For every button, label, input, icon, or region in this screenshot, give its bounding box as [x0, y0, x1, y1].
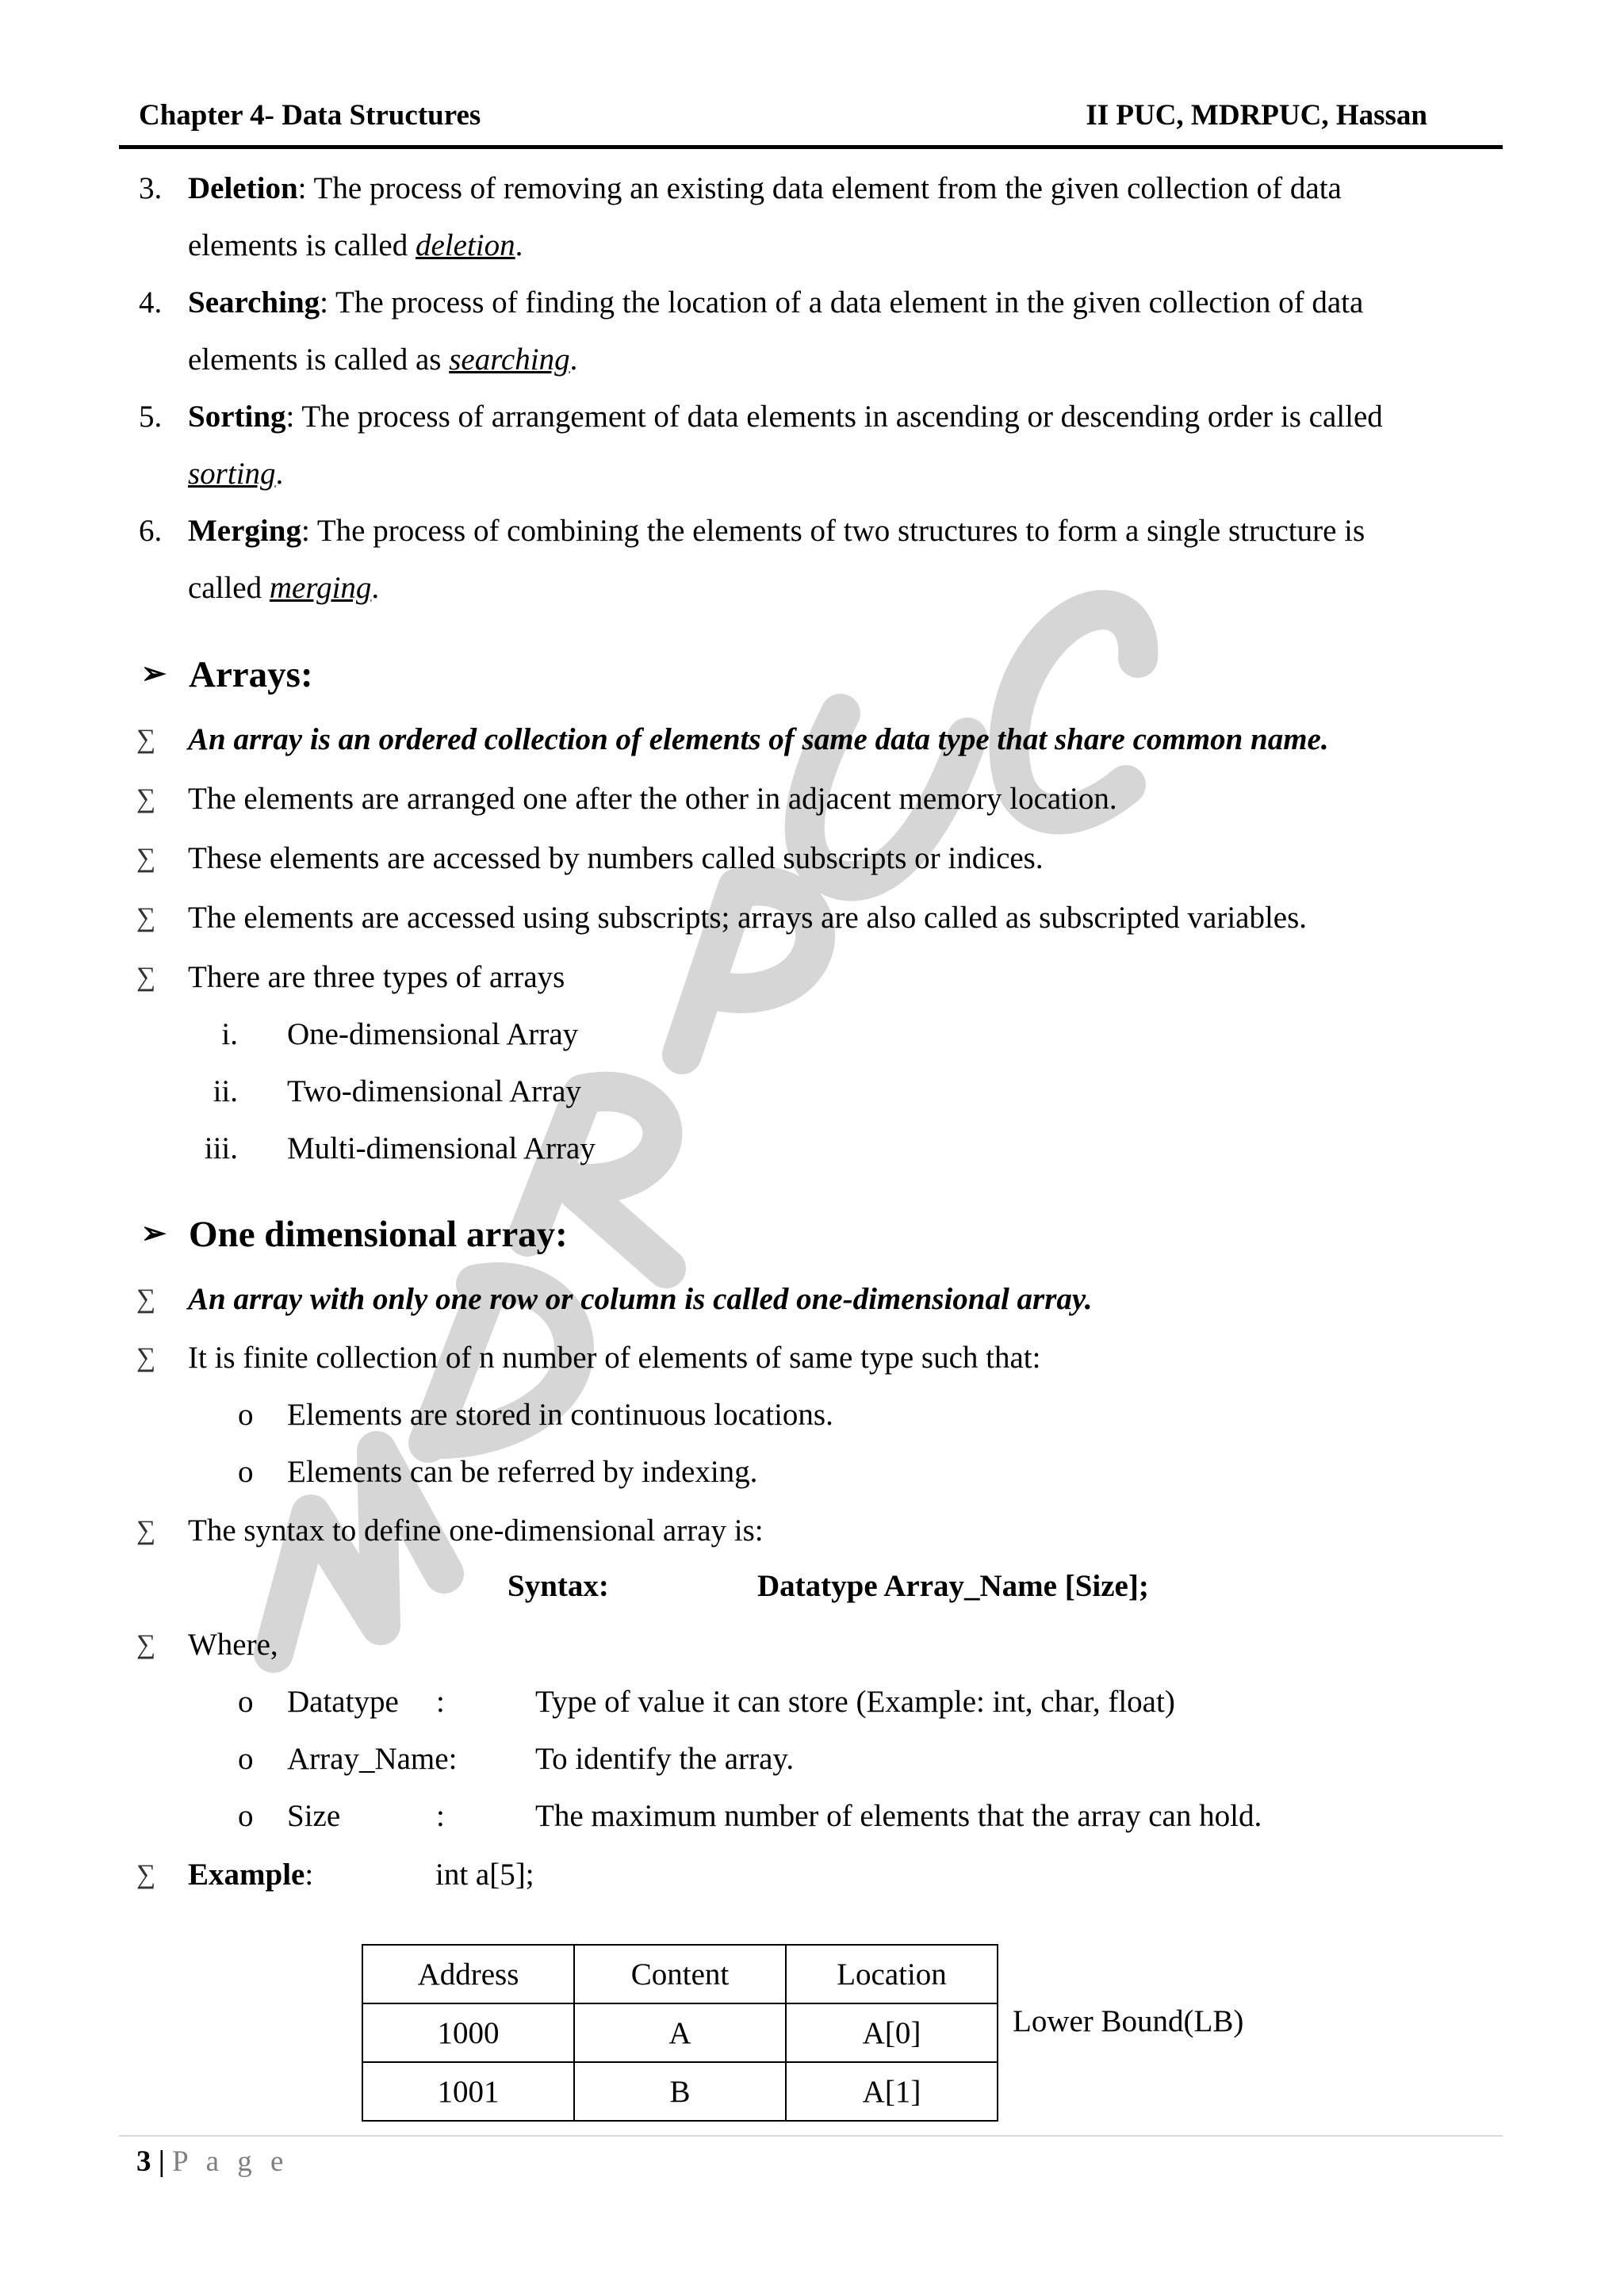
array-type-label: Multi-dimensional Array [287, 1131, 596, 1165]
table-header-row [362, 1945, 998, 2003]
where-term: Size [287, 1799, 341, 1833]
circle-bullet-icon: o [238, 1742, 254, 1776]
bullet-text: These elements are accessed by numbers called subscripts or indices. [188, 841, 1044, 875]
operation-text: : The process of arrangement of data elements in ascending or descending order is called [285, 400, 1383, 434]
operation-number: 6. [139, 514, 163, 548]
roman-numeral: ii. [213, 1074, 238, 1108]
header-chapter-title: Chapter 4- Data Structures [139, 99, 481, 132]
sigma-bullet-icon: ∑ [136, 784, 156, 813]
operation-period: . [569, 342, 578, 377]
header-divider [119, 145, 1503, 149]
operation-period: . [275, 457, 284, 491]
operation-text: : The process of combining the elements of two structures to form a single structure is [301, 514, 1365, 548]
bullet-text: It is finite collection of n number of elements of same type such that: [188, 1341, 1041, 1375]
property-text: Elements can be referred by indexing. [287, 1455, 758, 1489]
operation-period: . [371, 571, 380, 605]
operation-text-cont: elements is called [188, 228, 416, 262]
operation-item-sorting [139, 398, 1501, 493]
operation-term: Merging [188, 514, 301, 548]
table-header-cell: Address [362, 1945, 574, 2003]
page-word: P a g e [172, 2145, 289, 2178]
operation-keyword: merging [269, 571, 372, 605]
section-heading-one-dimensional [141, 1213, 568, 1256]
footer-divider [119, 2135, 1503, 2137]
roman-numeral: i. [221, 1017, 238, 1051]
page-separator: | [151, 2145, 173, 2178]
array-type-label: One-dimensional Array [287, 1017, 579, 1051]
table-row [362, 2062, 998, 2121]
bullet-text: There are three types of arrays [188, 960, 565, 994]
bullet-text: The syntax to define one-dimensional array is: [188, 1513, 764, 1548]
arrow-bullet-icon: ➢ [141, 1217, 167, 1250]
sigma-bullet-icon: ∑ [136, 1860, 156, 1889]
array-type-label: Two-dimensional Array [287, 1074, 581, 1108]
operation-item-searching [139, 284, 1501, 379]
example-colon: : [304, 1858, 314, 1892]
bullet-text: The elements are arranged one after the other in adjacent memory location. [188, 782, 1117, 816]
heading-text: Arrays: [189, 654, 313, 695]
where-description: Type of value it can store (Example: int, char, float) [535, 1685, 1175, 1719]
memory-table [362, 1944, 998, 2122]
operation-text-cont: called [188, 571, 270, 605]
sigma-bullet-icon: ∑ [136, 1516, 156, 1545]
where-description: The maximum number of elements that the array can hold. [535, 1799, 1262, 1833]
sigma-bullet-icon: ∑ [136, 962, 156, 992]
operation-text-cont: elements is called as [188, 342, 450, 377]
where-separator: : [436, 1799, 445, 1833]
where-term: Datatype [287, 1685, 399, 1719]
operation-keyword: deletion [415, 228, 515, 262]
operation-number: 4. [139, 285, 163, 320]
operation-text: : The process of removing an existing data element from the given collection of data [297, 171, 1342, 205]
sigma-bullet-icon: ∑ [136, 1343, 156, 1372]
operation-number: 3. [139, 171, 163, 205]
syntax-label: Syntax: [508, 1569, 609, 1603]
table-cell: 1000 [362, 2003, 574, 2062]
table-header-cell: Location [786, 1945, 998, 2003]
section-heading-arrays [141, 653, 313, 696]
example-label: Example [188, 1858, 305, 1892]
operation-number: 5. [139, 400, 163, 434]
header-institution: II PUC, MDRPUC, Hassan [1086, 99, 1427, 132]
sigma-bullet-icon: ∑ [136, 1284, 156, 1314]
bullet-text: Where, [188, 1628, 278, 1662]
array-definition: An array is an ordered collection of elements of same data type that share common name. [188, 722, 1329, 756]
operation-text: : The process of finding the location of a data element in the given collection of data [320, 285, 1364, 320]
table-header-cell: Content [574, 1945, 786, 2003]
circle-bullet-icon: o [238, 1398, 254, 1432]
property-text: Elements are stored in continuous locations. [287, 1398, 833, 1432]
heading-text: One dimensional array: [189, 1214, 568, 1255]
roman-numeral: iii. [204, 1131, 238, 1165]
table-cell: 1001 [362, 2062, 574, 2121]
where-separator: : [436, 1685, 445, 1719]
operation-keyword: searching [449, 342, 570, 377]
table-cell: A[0] [786, 2003, 998, 2062]
arrow-bullet-icon: ➢ [141, 657, 167, 691]
operation-term: Deletion [188, 171, 298, 205]
operation-term: Searching [188, 285, 320, 320]
operation-keyword: sorting [188, 457, 276, 491]
syntax-declaration: Datatype Array_Name [Size]; [757, 1569, 1149, 1603]
table-cell: A [574, 2003, 786, 2062]
sigma-bullet-icon: ∑ [136, 844, 156, 873]
circle-bullet-icon: o [238, 1455, 254, 1489]
where-term: Array_Name: [287, 1742, 458, 1776]
operation-period: . [515, 228, 523, 262]
table-cell: A[1] [786, 2062, 998, 2121]
table-row [362, 2003, 998, 2062]
operation-term: Sorting [188, 400, 286, 434]
where-description: To identify the array. [535, 1742, 795, 1776]
example-code: int a[5]; [435, 1858, 534, 1892]
bullet-text: The elements are accessed using subscripts; arrays are also called as subscripted variables. [188, 901, 1308, 935]
circle-bullet-icon: o [238, 1685, 254, 1719]
one-d-definition: An array with only one row or column is called one-dimensional array. [188, 1282, 1093, 1316]
footer-page-number [136, 2145, 289, 2179]
sigma-bullet-icon: ∑ [136, 903, 156, 932]
circle-bullet-icon: o [238, 1799, 254, 1833]
table-cell: B [574, 2062, 786, 2121]
page-number: 3 [136, 2145, 151, 2178]
sigma-bullet-icon: ∑ [136, 1630, 156, 1659]
lower-bound-note: Lower Bound(LB) [1013, 2004, 1244, 2038]
operation-item-deletion [139, 170, 1501, 265]
sigma-bullet-icon: ∑ [136, 725, 156, 754]
operation-item-merging [139, 512, 1501, 607]
